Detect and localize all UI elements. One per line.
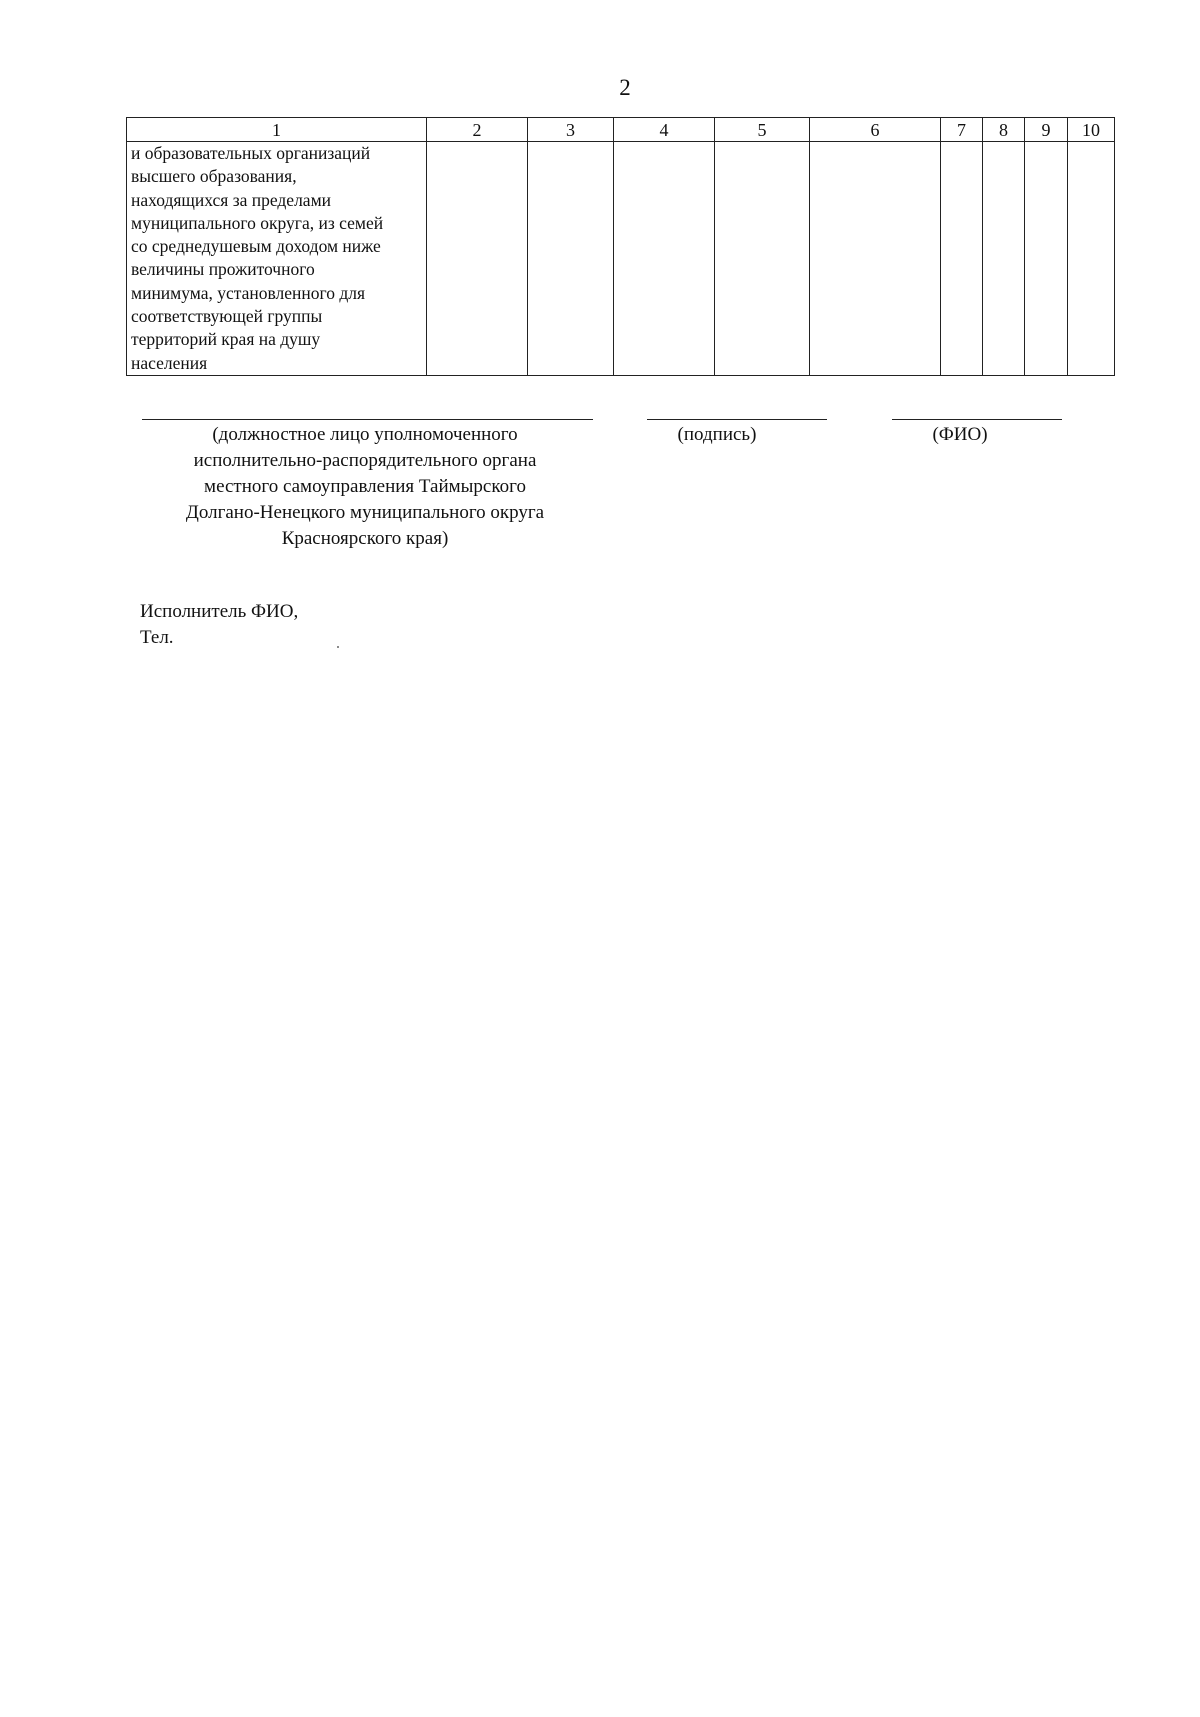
name-caption: (ФИО) bbox=[932, 424, 988, 445]
signature-caption: (подпись) bbox=[677, 424, 757, 445]
table-cell bbox=[715, 142, 810, 376]
table-row-description: и образовательных организаций высшего образования, находящихся за пределами муниципального округа, из семей со среднедушевым доходом ниже величины прожиточного минимума, установленного для соответствующей группы территорий края на душу населения bbox=[131, 143, 384, 373]
table-cell bbox=[528, 142, 614, 376]
column-number-4: 4 bbox=[614, 118, 715, 142]
table-cell bbox=[810, 142, 941, 376]
table-cell bbox=[614, 142, 715, 376]
page-number: 2 bbox=[619, 75, 631, 100]
data-table bbox=[126, 117, 1115, 376]
table-row-description-cell bbox=[127, 142, 427, 376]
table-header-row bbox=[127, 118, 1115, 142]
table-cell bbox=[1068, 142, 1115, 376]
table-row bbox=[127, 142, 1115, 376]
column-number-3: 3 bbox=[528, 118, 614, 142]
name-line bbox=[892, 419, 1062, 420]
column-number-5: 5 bbox=[715, 118, 810, 142]
column-number-7: 7 bbox=[941, 118, 983, 142]
official-signature-line bbox=[142, 419, 593, 420]
column-number-8: 8 bbox=[983, 118, 1025, 142]
column-number-6: 6 bbox=[810, 118, 941, 142]
signature-line bbox=[647, 419, 827, 420]
scan-speck bbox=[337, 646, 339, 648]
column-number-1: 1 bbox=[127, 118, 427, 142]
table-cell bbox=[1025, 142, 1068, 376]
executor-block bbox=[140, 599, 298, 651]
table-cell bbox=[427, 142, 528, 376]
executor-name-label: Исполнитель ФИО, bbox=[140, 601, 299, 622]
official-caption: (должностное лицо уполномоченного исполнительно-распорядительного органа местного самоуправления Таймырского Долгано-Ненецкого муниципального округа Красноярского края) bbox=[185, 424, 545, 549]
column-number-9: 9 bbox=[1025, 118, 1068, 142]
column-number-10: 10 bbox=[1068, 118, 1115, 142]
column-number-2: 2 bbox=[427, 118, 528, 142]
executor-phone-label: Тел. bbox=[140, 627, 174, 648]
table-cell bbox=[983, 142, 1025, 376]
table-cell bbox=[941, 142, 983, 376]
